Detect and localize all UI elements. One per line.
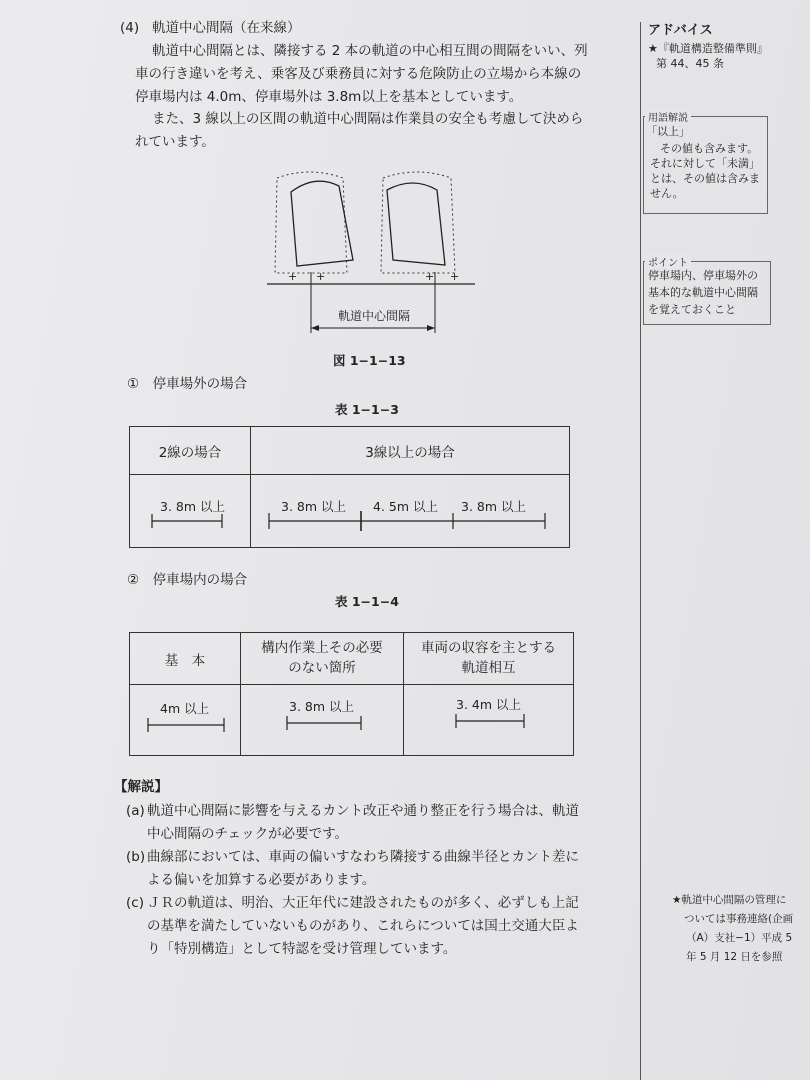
commentary-label: (a) xyxy=(126,803,145,819)
dimension-value: 3. 8m 以上 xyxy=(281,499,347,514)
table1-cell-3lines xyxy=(251,475,570,548)
table2-header-line: 構内作業上その必要 xyxy=(261,639,383,656)
dimension-value: 3. 8m 以上 xyxy=(289,699,355,714)
dimension-value: 3. 8m 以上 xyxy=(160,499,226,514)
plus-mark: + xyxy=(288,270,298,283)
note-line: 年 5 月 12 日を参照 xyxy=(686,951,783,963)
note-line: ついては事務連絡(企画 xyxy=(684,913,794,925)
plus-mark: + xyxy=(425,270,435,283)
commentary-label: (b) xyxy=(126,849,146,865)
commentary-line: 曲線部においては、車両の偏いすなわち隣接する曲線半径とカント差に xyxy=(147,849,579,865)
point-line: を覚えておくこと xyxy=(648,303,736,316)
table1-cell-2lines xyxy=(130,475,251,548)
point-label: ポイント xyxy=(645,254,691,269)
table2-caption: 表 1−1−4 xyxy=(335,594,399,609)
table1-header: 3線以上の場合 xyxy=(251,427,570,475)
section-heading: 軌道中心間隔（在来線） xyxy=(152,20,301,36)
table2 xyxy=(129,632,574,756)
dimension-bar xyxy=(150,511,230,531)
dimension-arrow-right xyxy=(427,325,435,331)
advice-line: ★『軌道構造整備準則』 xyxy=(648,42,768,55)
body-line: 停車場内は 4.0m、停車場外は 3.8m以上を基本としています。 xyxy=(135,89,523,105)
table1 xyxy=(129,426,570,548)
commentary-label: (c) xyxy=(126,895,144,911)
table2-header-line: 車両の収容を主とする xyxy=(421,639,556,656)
term-label: 用語解説 xyxy=(645,109,691,124)
figure-dimension-label: 軌道中心間隔 xyxy=(338,309,411,323)
table2-cell-basic xyxy=(130,685,241,756)
dimension-bar xyxy=(285,713,385,733)
commentary-heading: 【解説】 xyxy=(114,779,168,795)
advice-line: 第 44、45 条 xyxy=(656,57,724,70)
table1-header: 2線の場合 xyxy=(130,427,251,475)
table2-header-line: のない箇所 xyxy=(288,659,356,676)
table2-cell-yard xyxy=(241,685,404,756)
term-word: 「以上」 xyxy=(646,125,690,138)
left-vehicle-body xyxy=(291,181,353,266)
column-divider xyxy=(640,22,641,1080)
case2-heading: ② 停車場内の場合 xyxy=(127,572,248,588)
dimension-bar xyxy=(267,509,567,533)
commentary-line: ＪＲの軌道は、明治、大正年代に建設されたものが多く、必ずしも上記 xyxy=(147,895,579,911)
dimension-value: 3. 4m 以上 xyxy=(456,697,522,712)
commentary-line: り「特別構造」として特認を受け管理しています。 xyxy=(147,941,457,957)
left-vehicle-envelope xyxy=(275,172,347,273)
body-line: また、3 線以上の区間の軌道中心間隔は作業員の安全も考慮して決めら xyxy=(152,111,584,127)
dimension-bar xyxy=(454,711,554,731)
body-line: れています。 xyxy=(135,134,215,150)
commentary-line: よる偏いを加算する必要があります。 xyxy=(147,872,376,888)
term-line: とは、その値は含みま xyxy=(650,172,760,185)
dimension-bar xyxy=(146,715,236,735)
note-line: （A）支社−1）平成 5 xyxy=(686,932,793,944)
body-line: 軌道中心間隔とは、隣接する 2 本の軌道の中心相互間の間隔をいい、列 xyxy=(152,43,588,59)
point-line: 停車場内、停車場外の xyxy=(648,269,758,282)
case1-heading: ① 停車場外の場合 xyxy=(127,376,248,392)
commentary-line: の基準を満たしていないものがあり、これらについては国土交通大臣よ xyxy=(147,918,579,934)
note-line: ★軌道中心間隔の管理に xyxy=(672,894,787,906)
term-line: せん。 xyxy=(650,187,684,200)
plus-mark: + xyxy=(316,270,326,283)
right-vehicle-body xyxy=(387,183,445,265)
body-line: 車の行き違いを考え、乗客及び乗務員に対する危険防止の立場から本線の xyxy=(135,66,582,82)
dimension-value: 4. 5m 以上 xyxy=(373,499,439,514)
point-line: 基本的な軌道中心間隔 xyxy=(648,286,758,299)
table2-header xyxy=(404,633,574,685)
table2-header xyxy=(241,633,404,685)
dimension-value: 3. 8m 以上 xyxy=(461,499,527,514)
term-line: その値も含みます。 xyxy=(660,142,759,155)
plus-mark: + xyxy=(450,270,460,283)
table2-cell-storage xyxy=(404,685,574,756)
figure-caption: 図 1−1−13 xyxy=(333,353,406,368)
table1-caption: 表 1−1−3 xyxy=(335,402,399,417)
term-line: それに対して「未満」 xyxy=(650,157,760,170)
commentary-line: 中心間隔のチェックが必要です。 xyxy=(147,826,349,842)
table2-header: 基 本 xyxy=(130,633,241,685)
advice-title: アドバイス xyxy=(648,23,713,38)
table2-header-line: 軌道相互 xyxy=(461,659,516,676)
dimension-arrow-left xyxy=(311,325,319,331)
section-number: (4) xyxy=(120,20,140,36)
commentary-line: 軌道中心間隔に影響を与えるカント改正や通り整正を行う場合は、軌道 xyxy=(147,803,579,819)
dimension-value: 4m 以上 xyxy=(160,701,210,716)
